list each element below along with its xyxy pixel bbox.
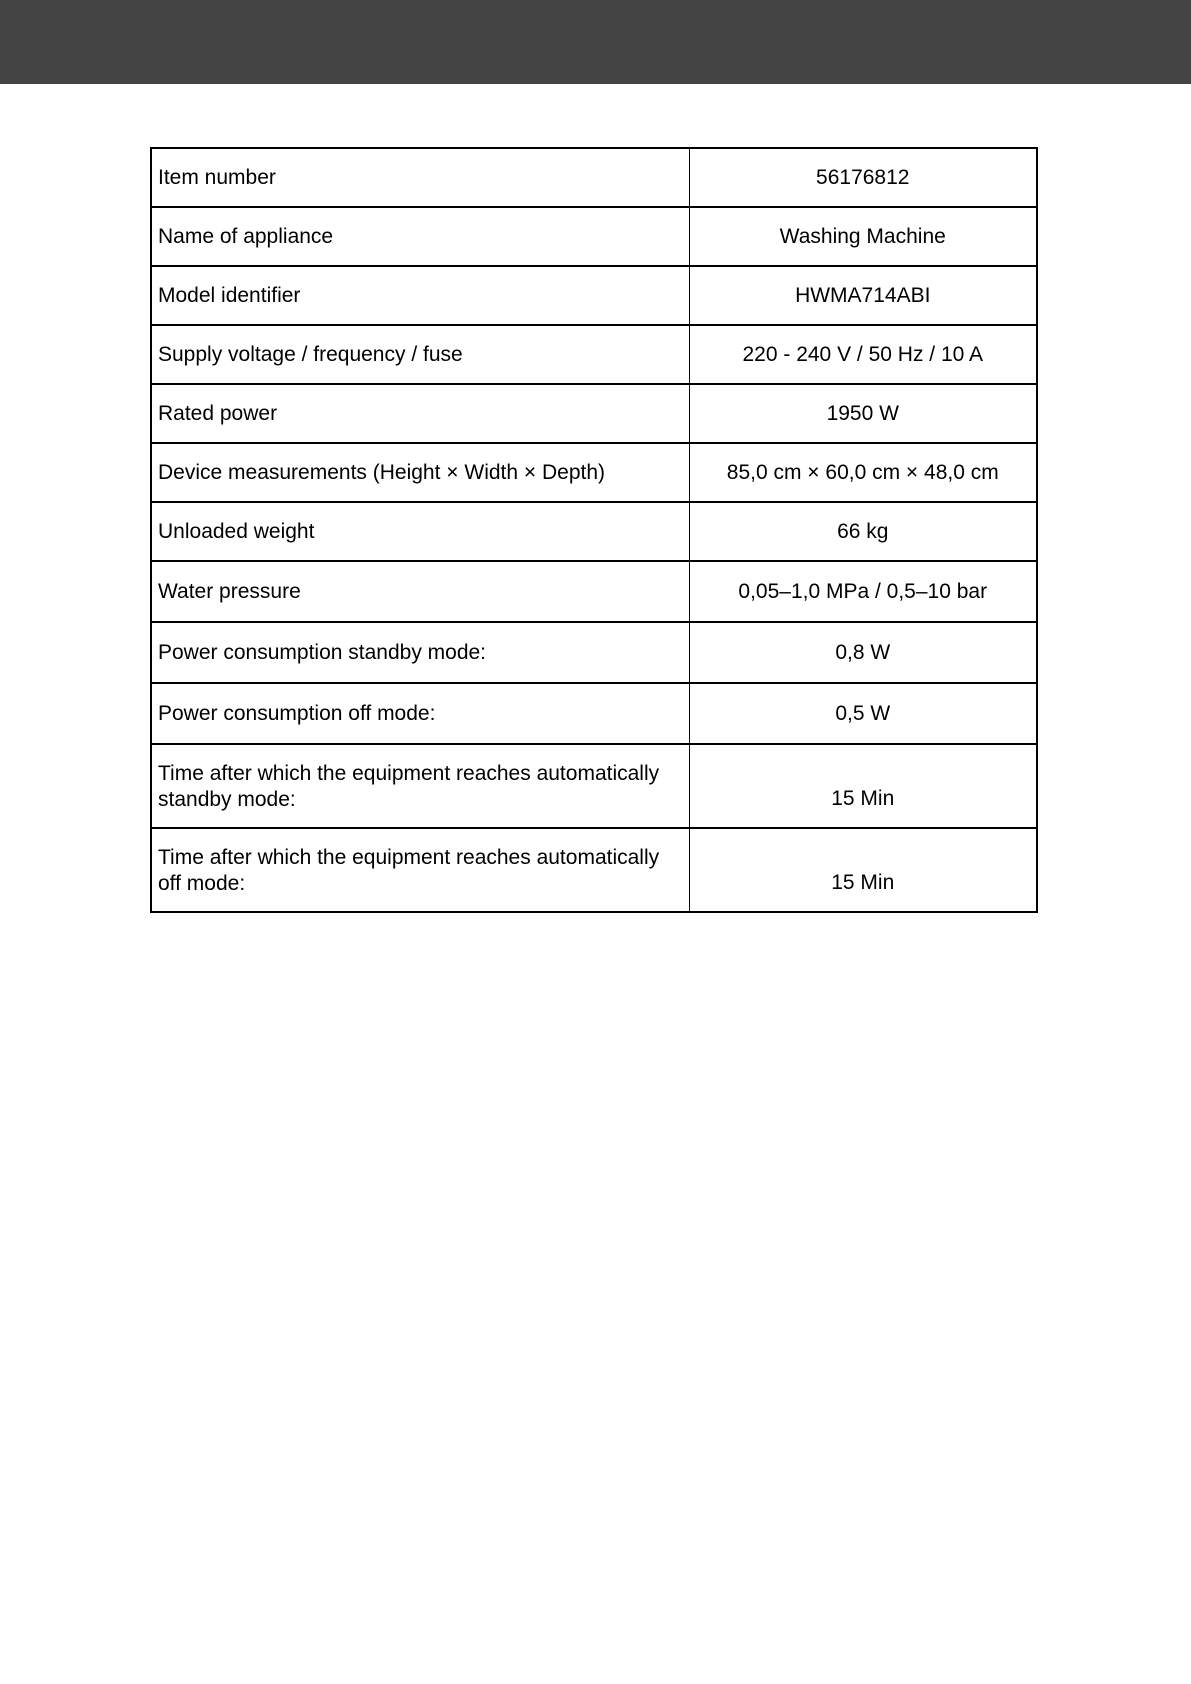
spec-value: 15 Min [689, 828, 1037, 912]
spec-value: 220 - 240 V / 50 Hz / 10 A [689, 325, 1037, 384]
spec-value: 56176812 [689, 148, 1037, 207]
spec-label: Model identifier [151, 266, 689, 325]
table-row-appliance-name [151, 207, 1037, 266]
spec-label: Power consumption standby mode: [151, 622, 689, 683]
table-row-device-measurements [151, 443, 1037, 502]
spec-label: Device measurements (Height × Width × Depth) [151, 443, 689, 502]
spec-label: Item number [151, 148, 689, 207]
table-row-off-time [151, 828, 1037, 912]
specification-table [150, 147, 1038, 913]
spec-label: Unloaded weight [151, 502, 689, 561]
spec-value: 85,0 cm × 60,0 cm × 48,0 cm [689, 443, 1037, 502]
spec-value: 0,8 W [689, 622, 1037, 683]
spec-label: Supply voltage / frequency / fuse [151, 325, 689, 384]
table-row-standby-power [151, 622, 1037, 683]
spec-value: 0,05–1,0 MPa / 0,5–10 bar [689, 561, 1037, 622]
table-row-unloaded-weight [151, 502, 1037, 561]
spec-label: Time after which the equipment reaches automatically standby mode: [151, 744, 689, 828]
spec-label: Name of appliance [151, 207, 689, 266]
spec-value: 15 Min [689, 744, 1037, 828]
table-row-water-pressure [151, 561, 1037, 622]
table-row-supply-voltage [151, 325, 1037, 384]
spec-value: 66 kg [689, 502, 1037, 561]
spec-value: HWMA714ABI [689, 266, 1037, 325]
spec-label: Water pressure [151, 561, 689, 622]
table-row-rated-power [151, 384, 1037, 443]
spec-value: 1950 W [689, 384, 1037, 443]
spec-label: Power consumption off mode: [151, 683, 689, 744]
table-row-off-power [151, 683, 1037, 744]
header-bar [0, 0, 1191, 84]
spec-value: 0,5 W [689, 683, 1037, 744]
table-row-model-identifier [151, 266, 1037, 325]
spec-label: Rated power [151, 384, 689, 443]
spec-label: Time after which the equipment reaches automatically off mode: [151, 828, 689, 912]
spec-value: Washing Machine [689, 207, 1037, 266]
table-row-standby-time [151, 744, 1037, 828]
table-row-item-number [151, 148, 1037, 207]
